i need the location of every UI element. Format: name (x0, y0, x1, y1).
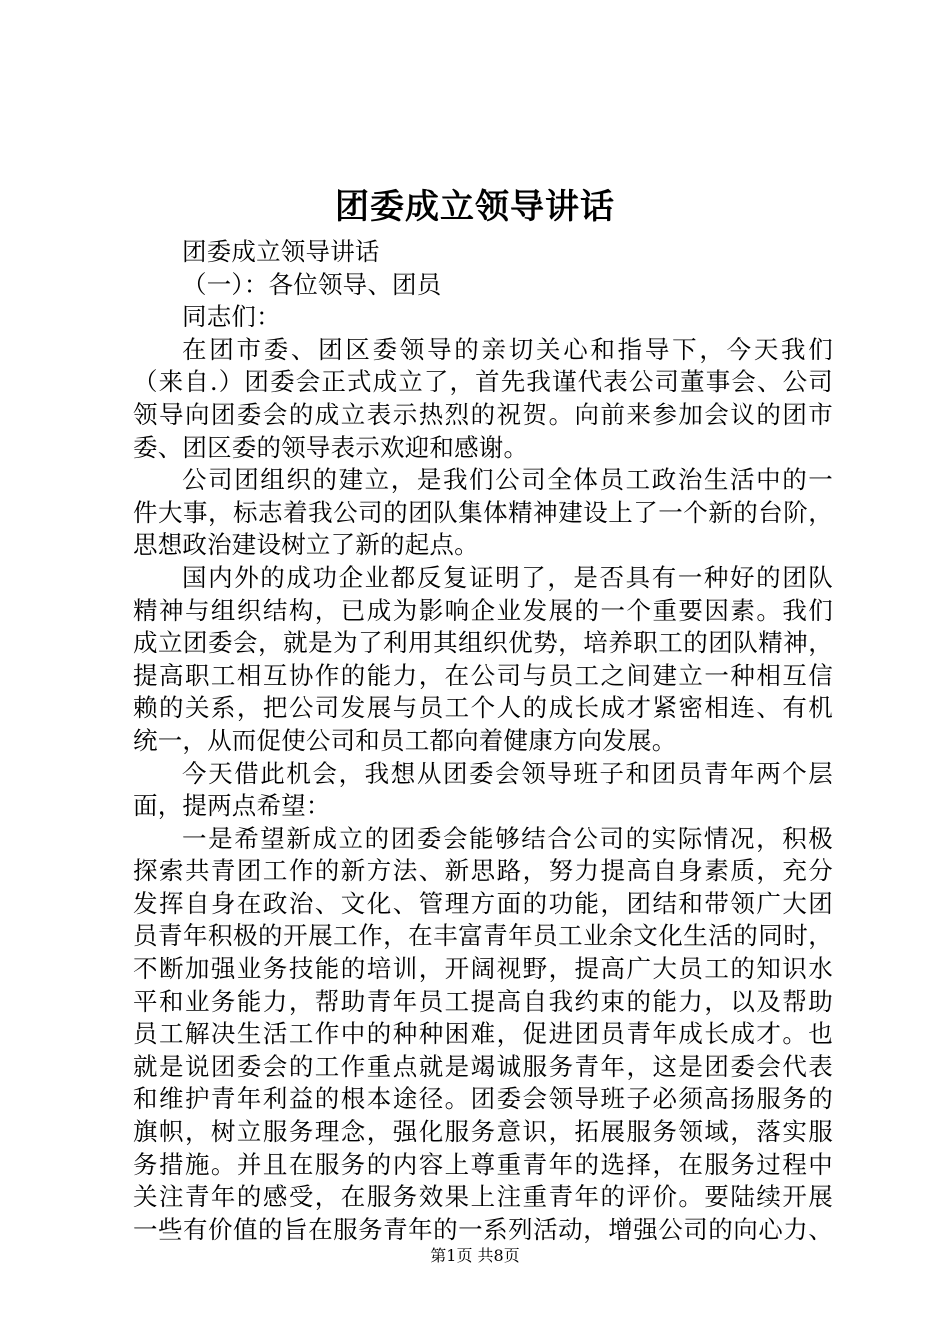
body-line: 不断加强业务技能的培训，开阔视野，提高广大员工的知识水 (133, 954, 833, 984)
body-line: 和维护青年利益的根本途径。团委会领导班子必须高扬服务的 (133, 1084, 833, 1114)
body-line: 员青年积极的开展工作，在丰富青年员工业余文化生活的同时， (133, 921, 833, 951)
body-line: 思想政治建设树立了新的起点。 (133, 530, 479, 560)
body-line: 一些有价值的旨在服务青年的一系列活动，增强公司的向心力、 (133, 1214, 833, 1244)
document-title: 团委成立领导讲话 (335, 187, 615, 227)
body-line: 团委成立领导讲话 (182, 237, 380, 266)
body-line: 探索共青团工作的新方法、新思路，努力提高自身素质，充分 (133, 856, 833, 886)
body-line: 件大事，标志着我公司的团队集体精神建设上了一个新的台阶， (133, 497, 833, 527)
body-line: 一是希望新成立的团委会能够结合公司的实际情况，积极 (182, 823, 833, 853)
body-line: 平和业务能力，帮助青年员工提高自我约束的能力，以及帮助 (133, 986, 833, 1016)
body-line: 委、团区委的领导表示欢迎和感谢。 (133, 432, 529, 462)
body-line: （来自.）团委会正式成立了，首先我谨代表公司董事会、公司 (133, 367, 833, 397)
body-line: 员工解决生活工作中的种种困难，促进团员青年成长成才。也 (133, 1019, 833, 1049)
body-line: 发挥自身在政治、文化、管理方面的功能，团结和带领广大团 (133, 888, 833, 918)
body-line: 领导向团委会的成立表示热烈的祝贺。向前来参加会议的团市 (133, 399, 833, 429)
body-line: 国内外的成功企业都反复证明了，是否具有一种好的团队 (182, 562, 833, 592)
body-line: 在团市委、团区委领导的亲切关心和指导下，今天我们 (182, 334, 833, 364)
body-line: （一）：各位领导、团员 (182, 269, 442, 299)
body-line: 统一，从而促使公司和员工都向着健康方向发展。 (133, 725, 677, 755)
body-line: 关注青年的感受，在服务效果上注重青年的评价。要陆续开展 (133, 1182, 833, 1212)
document-body (133, 236, 833, 1246)
body-line: 同志们： (182, 302, 281, 332)
body-line: 赖的关系，把公司发展与员工个人的成长成才紧密相连、有机 (133, 693, 833, 723)
body-line: 今天借此机会，我想从团委会领导班子和团员青年两个层 (182, 758, 833, 788)
body-line: 公司团组织的建立，是我们公司全体员工政治生活中的一 (182, 465, 833, 495)
page-footer: 第1页 共8页 (430, 1246, 520, 1265)
body-line: 就是说团委会的工作重点就是竭诚服务青年，这是团委会代表 (133, 1051, 833, 1081)
body-line: 务措施。并且在服务的内容上尊重青年的选择，在服务过程中 (133, 1149, 833, 1179)
body-line: 面，提两点希望： (133, 791, 331, 821)
body-line: 精神与组织结构，已成为影响企业发展的一个重要因素。我们 (133, 595, 833, 625)
body-line: 成立团委会，就是为了利用其组织优势，培养职工的团队精神， (133, 628, 833, 658)
body-line: 提高职工相互协作的能力，在公司与员工之间建立一种相互信 (133, 660, 833, 690)
body-line: 旗帜，树立服务理念，强化服务意识，拓展服务领域，落实服 (133, 1117, 833, 1147)
